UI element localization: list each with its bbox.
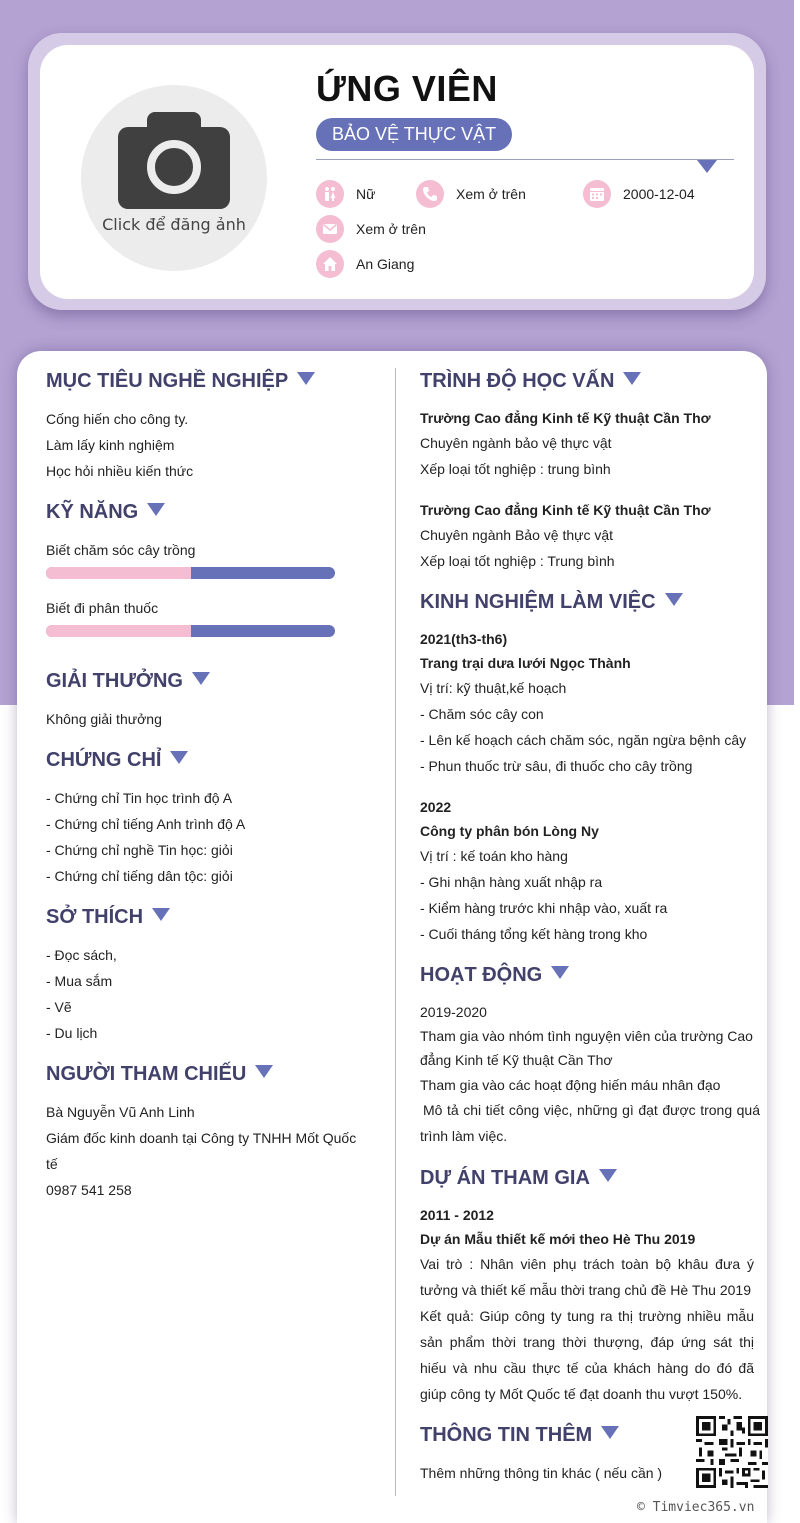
reference-position: Giám đốc kinh doanh tại Công ty TNHH Mốt Quốc: [46, 1130, 357, 1146]
activity-placeholder: Mô tả chi tiết công việc, những gì đạt được trong quá trình làm việc.: [420, 1102, 760, 1144]
triangle-down-icon: [255, 1065, 273, 1078]
award-line: Không giải thưởng: [46, 711, 162, 727]
triangle-down-icon: [192, 672, 210, 685]
projects-title: [420, 1167, 617, 1190]
experience-company: Công ty phân bón Lòng Ny: [420, 823, 599, 839]
project-role: Vai trò : Nhân viên phụ trách toàn bộ khâu đưa ý tưởng và thiết kế mẫu thời trang chủ đề Hè Thu 2019: [420, 1256, 754, 1298]
address-text: An Giang: [356, 256, 415, 272]
school-name: Trường Cao đẳng Kinh tế Kỹ thuật Cần Thơ: [420, 502, 711, 518]
certificate-line: - Chứng chỉ tiếng dân tộc: giỏi: [46, 868, 233, 884]
activity-line-cont: đẳng Kinh tế Kỹ thuật Cần Thơ: [420, 1052, 613, 1068]
activity-time: 2019-2020: [420, 1004, 487, 1020]
certificate-line: - Chứng chỉ nghề Tin học: giỏi: [46, 842, 233, 858]
photo-upload[interactable]: [81, 85, 267, 271]
camera-lens-icon: [147, 140, 201, 194]
skill-level-bar: [46, 567, 335, 579]
hobby-line: - Đọc sách,: [46, 947, 117, 963]
job-title-badge: BẢO VỆ THỰC VẬT: [316, 118, 512, 151]
skill-name: Biết đi phân thuốc: [46, 600, 159, 616]
gender-text: Nữ: [356, 186, 376, 202]
email-text: Xem ở trên: [356, 221, 426, 237]
experience-line: - Chăm sóc cây con: [420, 706, 544, 722]
triangle-down-icon: [599, 1169, 617, 1182]
gender-icon: [316, 180, 344, 208]
photo-upload-label: Click để đăng ảnh: [102, 215, 246, 234]
more-info-title: [420, 1424, 619, 1447]
home-icon: [316, 250, 344, 278]
phone-icon: [416, 180, 444, 208]
triangle-down-icon: [623, 372, 641, 385]
experience-title-text: KINH NGHIỆM LÀM VIỆC: [420, 591, 656, 613]
more-info-text: Thêm những thông tin khác ( nếu cần ): [420, 1465, 663, 1481]
activities-title: [420, 964, 569, 987]
experience-line: - Kiểm hàng trước khi nhập vào, xuất ra: [420, 900, 668, 916]
awards-title: [46, 670, 210, 693]
skill-level-fill: [46, 567, 191, 579]
hobbies-title-text: SỞ THÍCH: [46, 906, 144, 928]
skill-level-bar: [46, 625, 335, 637]
experience-title: [420, 591, 683, 614]
objective-line: Làm lấy kinh nghiệm: [46, 437, 175, 453]
education-grade: Xếp loại tốt nghiệp : Trung bình: [420, 553, 615, 569]
experience-company: Trang trại dưa lưới Ngọc Thành: [420, 655, 631, 671]
reference-title: [46, 1063, 273, 1086]
objective-title: [46, 370, 315, 393]
skills-title-text: KỸ NĂNG: [46, 501, 139, 523]
reference-title-text: NGƯỜI THAM CHIẾU: [46, 1063, 247, 1085]
right-page-edge: [794, 0, 800, 1523]
activities-title-text: HOẠT ĐỘNG: [420, 964, 543, 986]
experience-time: 2022: [420, 799, 452, 815]
column-divider: [395, 368, 396, 1496]
copyright-text: © Timviec365.vn: [637, 1500, 755, 1515]
more-info-title-text: THÔNG TIN THÊM: [420, 1424, 593, 1446]
experience-line: - Cuối tháng tổng kết hàng trong kho: [420, 926, 648, 942]
education-title: [420, 370, 641, 393]
certificate-line: - Chứng chỉ Tin học trình độ A: [46, 790, 233, 806]
projects-title-text: DỰ ÁN THAM GIA: [420, 1167, 590, 1189]
experience-time: 2021(th3-th6): [420, 631, 508, 647]
triangle-down-icon: [665, 593, 683, 606]
header-divider: [316, 159, 734, 160]
skill-level-fill: [46, 625, 191, 637]
triangle-down-icon: [152, 908, 170, 921]
header-triangle-marker: [697, 160, 717, 173]
hobby-line: - Du lịch: [46, 1025, 98, 1041]
project-name: Dự án Mẫu thiết kế mới theo Hè Thu 2019: [420, 1231, 696, 1247]
experience-line: - Lên kế hoạch cách chăm sóc, ngăn ngừa bệnh cây: [420, 732, 747, 748]
triangle-down-icon: [601, 1426, 619, 1439]
project-result: Kết quả: Giúp công ty tung ra thị trường nhiều mẫu sản phẩm thời trang thời thượng, đáp ứng sát thị hiếu và nhu cầu thực tế của khách hàng do đó đã giúp công ty Mốt Quốc tế đạt doanh thu vượt 150%.: [420, 1308, 754, 1402]
experience-line: Vị trí : kế toán kho hàng: [420, 848, 568, 864]
skill-name: Biết chăm sóc cây trồng: [46, 542, 196, 558]
school-name: Trường Cao đẳng Kinh tế Kỹ thuật Cần Thơ: [420, 410, 711, 426]
experience-line: Vị trí: kỹ thuật,kế hoạch: [420, 680, 567, 696]
triangle-down-icon: [297, 372, 315, 385]
skills-title: [46, 501, 165, 524]
certificates-title-text: CHỨNG CHỈ: [46, 749, 162, 771]
hobby-line: - Vẽ: [46, 999, 72, 1015]
activity-line: Tham gia vào nhóm tình nguyện viên của trường Cao: [420, 1028, 753, 1044]
triangle-down-icon: [551, 966, 569, 979]
hobby-line: - Mua sắm: [46, 973, 113, 989]
reference-position-cont: tế: [46, 1156, 58, 1172]
birthdate-text: 2000-12-04: [623, 186, 695, 202]
education-major: Chuyên ngành bảo vệ thực vật: [420, 435, 612, 451]
triangle-down-icon: [147, 503, 165, 516]
education-title-text: TRÌNH ĐỘ HỌC VẤN: [420, 370, 615, 392]
triangle-down-icon: [170, 751, 188, 764]
objective-title-text: MỤC TIÊU NGHỀ NGHIỆP: [46, 370, 289, 392]
hobbies-title: [46, 906, 170, 929]
email-icon: [316, 215, 344, 243]
phone-text: Xem ở trên: [456, 186, 526, 202]
certificate-line: - Chứng chỉ tiếng Anh trình độ A: [46, 816, 246, 832]
candidate-name: ỨNG VIÊN: [316, 68, 498, 109]
objective-line: Cống hiến cho công ty.: [46, 411, 189, 427]
reference-name: Bà Nguyễn Vũ Anh Linh: [46, 1104, 195, 1120]
education-major: Chuyên ngành Bảo vệ thực vật: [420, 527, 614, 543]
education-grade: Xếp loại tốt nghiệp : trung bình: [420, 461, 611, 477]
certificates-title: [46, 749, 188, 772]
experience-line: - Ghi nhận hàng xuất nhập ra: [420, 874, 603, 890]
reference-phone: 0987 541 258: [46, 1182, 132, 1198]
qr-code-icon: [696, 1416, 768, 1488]
activity-line: Tham gia vào các hoạt động hiến máu nhân đạo: [420, 1077, 721, 1093]
experience-line: - Phun thuốc trừ sâu, đi thuốc cho cây trồng: [420, 758, 693, 774]
objective-line: Học hỏi nhiều kiến thức: [46, 463, 194, 479]
project-time: 2011 - 2012: [420, 1207, 494, 1223]
awards-title-text: GIẢI THƯỞNG: [46, 670, 183, 692]
calendar-icon: [583, 180, 611, 208]
